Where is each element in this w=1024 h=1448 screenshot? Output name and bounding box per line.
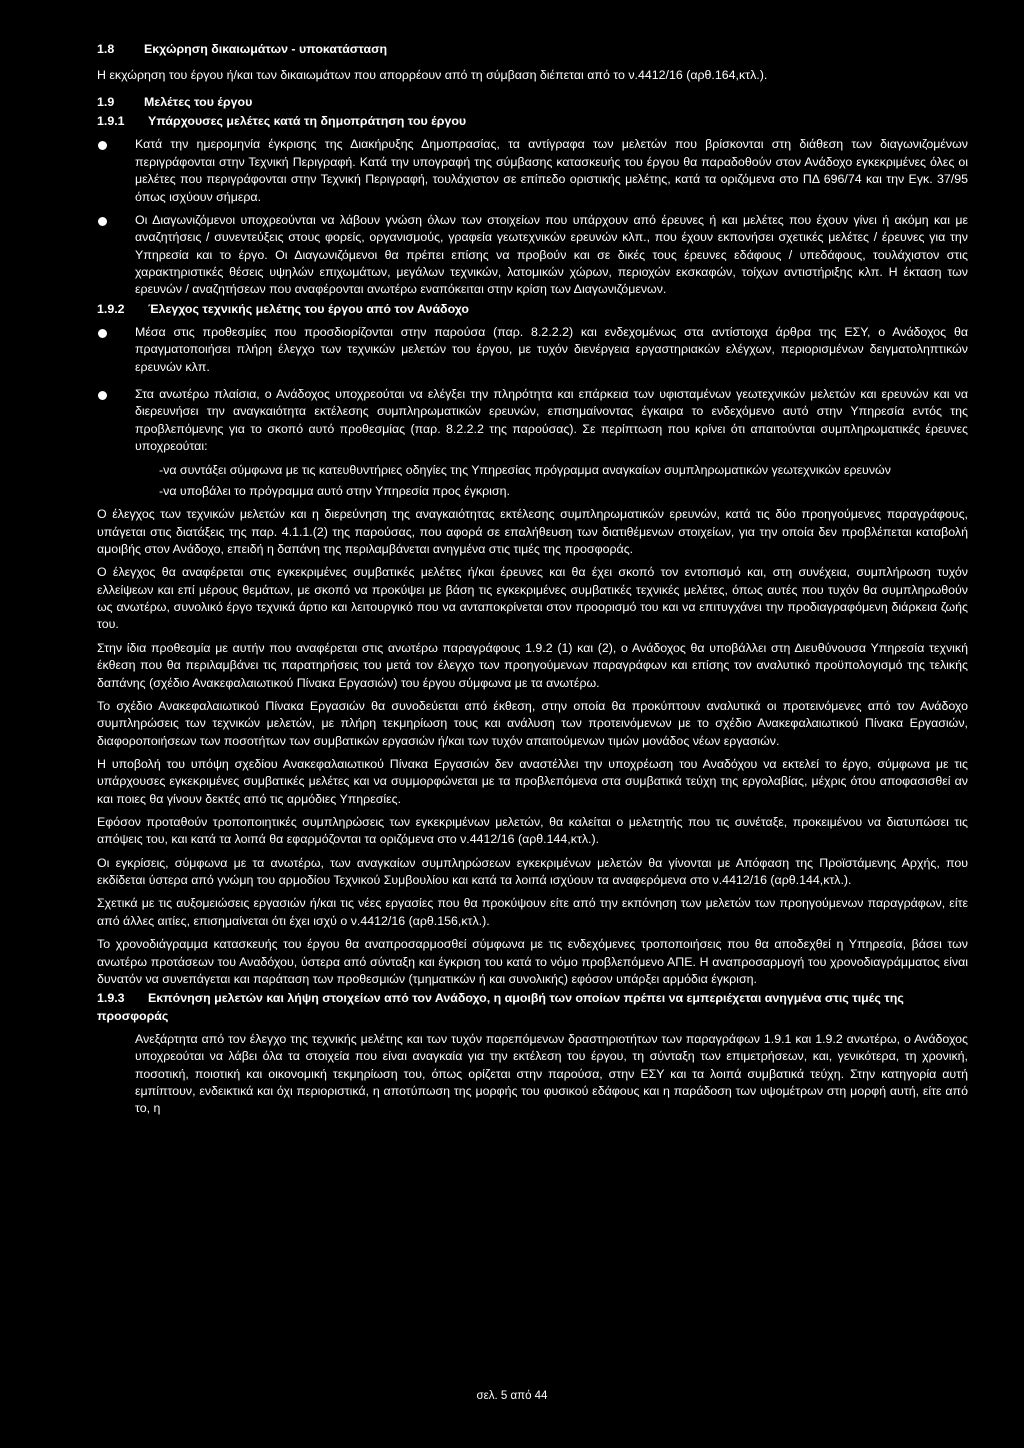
bullet-text: Στα ανωτέρω πλαίσια, ο Ανάδοχος υποχρεούται να ελέγξει την πληρότητα και επάρκεια των υφισταμένων γεωτεχνικών μελετών και ερευνών και να διερευνήσει την αναγκαιότητα εκτέλεσης συμπληρωματικών ερευνών, επισημαίνοντας έγκαιρα το ενδεχόμενο αυτό στην Υπηρεσία εντός της προβλεπόμενης για το σκοπό αυτό προθεσμίας (παρ. 8.2.2.2 της παρούσας). Σε περίπτωση που κρίνει ότι απαιτούνται συμπληρωματικές έρευνες υποχρεούται: (135, 387, 968, 454)
bullet-item (97, 324, 968, 376)
section-number: 1.9.3 (97, 991, 125, 1006)
paragraph: Στην ίδια προθεσμία με αυτήν που αναφέρεται στις ανωτέρω παραγράφους 1.9.2 (1) και (2), ο Ανάδοχος θα υποβάλλει στη Διευθύνουσα Υπηρεσία τεχνική έκθεση που θα περιλαμβάνει τις παρατηρήσεις του μετά τον έλεγχο των προηγούμενων παραγράφων και επίσης τον αναλυτικό προϋπολογισμό της τελικής δαπάνης (σχέδιο Ανακεφαλαιωτικού Πίνακα Εργασιών) του έργου σύμφωνα με τα ανωτέρω. (97, 640, 968, 690)
paragraph: Το χρονοδιάγραμμα κατασκευής του έργου θα αναπροσαρμοσθεί σύμφωνα με τις ενδεχόμενες τροποποιήσεις που θα αποδεχθεί η Υπηρεσία, βάσει των ανωτέρω προτάσεων του Αναδόχου, ύστερα από σύνταξη και έγκριση του κατά το νόμο προβλεπόμενο ΑΠΕ. Η αναπροσαρμογή του χρονοδιαγράμματος είναι δυνατόν να συνεπάγεται και παράταση των προθεσμιών (τμηματικών ή και συνολικής) εφόσον υπάρξει αρμόδια έγκριση. (97, 937, 968, 986)
paragraph: Η εκχώρηση του έργου ή/και των δικαιωμάτων που απορρέουν από τη σύμβαση διέπεται από το ν.4412/16 (αρθ.164,κτλ.). (97, 68, 768, 83)
section-title: Έλεγχος τεχνικής μελέτης του έργου από τον Ανάδοχο (148, 301, 469, 316)
section-heading-1-9-3 (97, 990, 968, 1025)
section-heading-1-8 (97, 41, 968, 58)
section-heading-1-9 (97, 94, 968, 111)
bullet-icon (98, 329, 107, 338)
indented-item: -να υποβάλει το πρόγραμμα αυτό στην Υπηρεσία προς έγκριση. (159, 483, 510, 498)
section-number: 1.9 (97, 94, 115, 109)
bullet-text: Κατά την ημερομηνία έγκρισης της Διακήρυξης Δημοπρασίας, τα αντίγραφα των μελετών που βρίσκονται στη διάθεση των διαγωνιζομένων περιγράφονται στην Τεχνική Περιγραφή. Κατά την υπογραφή της σύμβασης κατασκευής του έργου θα παραδοθούν στον Ανάδοχο εγκεκριμένες όλες οι μελέτες που περιγράφονται στην Τεχνική Περιγραφή, τουλάχιστον σε επίπεδο οριστικής μελέτης, κατά τα οριζόμενα στο ΠΔ 696/74 και την Εγκ. 37/95 όπως ισχύουν σήμερα. (135, 137, 968, 204)
section-number: 1.9.1 (97, 114, 125, 129)
section-heading-1-9-1 (97, 113, 968, 130)
paragraph: Το σχέδιο Ανακεφαλαιωτικού Πίνακα Εργασιών θα συνοδεύεται από έκθεση, στην οποία θα προκύπτουν αναλυτικά οι προτεινόμενες από τον Ανάδοχο συμπληρώσεις των τεχνικών μελετών, με πλήρη τεκμηρίωση τους και ανάλυση των προτεινόμενων με το σχέδιο Ανακεφαλαιωτικού Πίνακα Εργασιών, διαφοροποιήσεων των ποσοτήτων των συμβατικών εργασιών ή/και των τυχόν απαιτούμενων τιμών μονάδος νέων εργασιών. (97, 698, 968, 748)
bullet-icon (98, 217, 107, 226)
section-title: Μελέτες του έργου (144, 94, 253, 109)
paragraph: Η υποβολή του υπόψη σχεδίου Ανακεφαλαιωτικού Πίνακα Εργασιών δεν αναστέλλει την υποχρέωση του Αναδόχου να εκτελεί το έργο, σύμφωνα με τις υπάρχουσες εγκεκριμένες συμβατικές μελέτες και να συμμορφώνεται με τα προβλεπόμενα στα συμβατικά τεύχη της εργολαβίας, μέχρις ότου αποφασισθεί αν και ποιες θα γίνουν δεκτές από τις αρμόδιες Υπηρεσίες. (97, 756, 968, 806)
paragraph: Σχετικά με τις αυξομειώσεις εργασιών ή/και τις νέες εργασίες που θα προκύψουν είτε από την εκπόνηση των μελετών των προηγούμενων παραγράφων, είτε από άλλες αιτίες, επισημαίνεται ότι έχει ισχύ ο ν.4412/16 (αρθ.156,κτλ.). (97, 896, 968, 928)
bullet-icon (98, 141, 107, 150)
paragraph: Ανεξάρτητα από τον έλεγχο της τεχνικής μελέτης και των τυχόν παρεπόμενων δραστηριοτήτων των παραγράφων 1.9.1 και 1.9.2 ανωτέρω, ο Ανάδοχος υποχρεούται να λάβει όλα τα στοιχεία που είναι αναγκαία για την εκτέλεση του έργου, τη σύνταξη των επιμετρήσεων, και, γενικότερα, τη χρονική, ποσοτική, ποιοτική και οικονομική τεκμηρίωση του, όπως ορίζεται στην παρούσα, στην ΕΣΥ και τα λοιπά συμβατικά τεύχη. Στην κατηγορία αυτή εμπίπτουν, ενδεικτικά και όχι περιοριστικά, η αποτύπωση της μορφής του φυσικού εδάφους και η παράδοση των υψομέτρων στη μορφή αυτή, είτε από το, η (135, 1031, 968, 1116)
bullet-item (97, 212, 968, 299)
paragraph: Ο έλεγχος των τεχνικών μελετών και η διερεύνηση της αναγκαιότητας εκτέλεσης συμπληρωματικών ερευνών, κατά τις δύο προηγούμενες παραγράφους, υπάγεται στις διατάξεις της παρ. 4.1.1.(2) της παρούσας, που αφορά σε επαλήθευση των διατιθέμενων στοιχείων, για την οποία δεν προβλέπεται καταβολή αμοιβής στον Ανάδοχο, επειδή η δαπάνη της περιλαμβάνεται ανηγμένα στις τιμές της προσφοράς. (97, 507, 968, 556)
bullet-text: Μέσα στις προθεσμίες που προσδιορίζονται στην παρούσα (παρ. 8.2.2.2) και ενδεχομένως στα αντίστοιχα άρθρα της ΕΣΥ, ο Ανάδοχος θα πραγματοποιήσει πλήρη έλεγχο των τεχνικών μελετών του έργου, με τυχόν διενέργεια εργαστηριακών ελέγχων, περιορισμένων δειγματοληπτικών ερευνών κλπ. (135, 325, 968, 374)
paragraph: Ο έλεγχος θα αναφέρεται στις εγκεκριμένες συμβατικές μελέτες ή/και έρευνες και θα έχει σκοπό τον εντοπισμό και, στη συνέχεια, συμπλήρωση τυχόν ελλείψεων και επί μέρους θεμάτων, με σκοπό να προκύψει με βάση τις εγκεκριμένες συμβατικές τεχνικές μελέτες, όπως αυτές που τυχόν θα συμπληρωθούν ως ανωτέρω, συνολικό έργο τεχνικά άρτιο και λειτουργικό που να ανταποκρίνεται στον προορισμό του και να επιτυγχάνει την προδιαγραφόμενη διάρκεια ζωής του. (97, 565, 968, 632)
section-title: Εκπόνηση μελετών και λήψη στοιχείων από τον Ανάδοχο, η αμοιβή των οποίων πρέπει να εμπεριέχεται ανηγμένα στις τιμές της προσφοράς (97, 991, 904, 1023)
paragraph: Οι εγκρίσεις, σύμφωνα με τα ανωτέρω, των αναγκαίων συμπληρώσεων εγκεκριμένων μελετών θα γίνονται με Απόφαση της Προϊστάμενης Αρχής, που εκδίδεται ύστερα από γνώμη του αρμοδίου Τεχνικού Συμβουλίου και κατά τα λοιπά ισχύουν τα αναφερόμενα στο ν.4412/16 (αρθ.144,κτλ.). (97, 855, 968, 888)
indented-item: -να συντάξει σύμφωνα με τις κατευθυντήριες οδηγίες της Υπηρεσίας πρόγραμμα αναγκαίων συμπληρωματικών γεωτεχνικών ερευνών (159, 462, 891, 477)
page-footer: σελ. 5 από 44 (476, 1390, 548, 1402)
section-heading-1-9-2 (97, 301, 968, 318)
bullet-item (97, 386, 968, 455)
bullet-text: Οι Διαγωνιζόμενοι υποχρεούνται να λάβουν γνώση όλων των στοιχείων που υπάρχουν από έρευνες ή και μελέτες που έχουν γίνει ή ακόμη και με αναζητήσεις / συνεντεύξεις στους φορείς, οργανισμούς, γραφεία γεωτεχνικών ερευνών κλπ., που έχουν εκπονήσει σχετικές μελέτες / έρευνες για την Υπηρεσία και το έργο. Οι Διαγωνιζόμενοι θα πρέπει επίσης να προβούν και σε δικές τους έρευνες εδάφους / υπεδάφους, τουλάχιστον στις χαρακτηριστικές θέσεις υψηλών επιχωμάτων, μεγάλων τεχνικών, λατομικών χώρων, περιοχών εκσκαφών, τοίχων αντιστήριξης κλπ. Η έκταση των ερευνών / αναζητήσεων που αναφέρονται ανωτέρω εναπόκειται στην κρίση των Διαγωνιζόμενων. (135, 212, 968, 297)
section-number: 1.9.2 (97, 301, 125, 316)
bullet-item (97, 136, 968, 205)
section-title: Υπάρχουσες μελέτες κατά τη δημοπράτηση του έργου (148, 114, 467, 129)
section-title: Εκχώρηση δικαιωμάτων - υποκατάσταση (144, 42, 388, 56)
section-number: 1.8 (97, 42, 115, 56)
bullet-icon (98, 391, 107, 400)
paragraph: Εφόσον προταθούν τροποποιητικές συμπληρώσεις των εγκεκριμένων μελετών, θα καλείται ο μελετητής που τις συνέταξε, προκειμένου να διατυπώσει τις απόψεις του, και κατά τα λοιπά θα εφαρμόζονται τα οριζόμενα στο ν.4412/16 (αρθ.144,κτλ.). (97, 815, 968, 847)
